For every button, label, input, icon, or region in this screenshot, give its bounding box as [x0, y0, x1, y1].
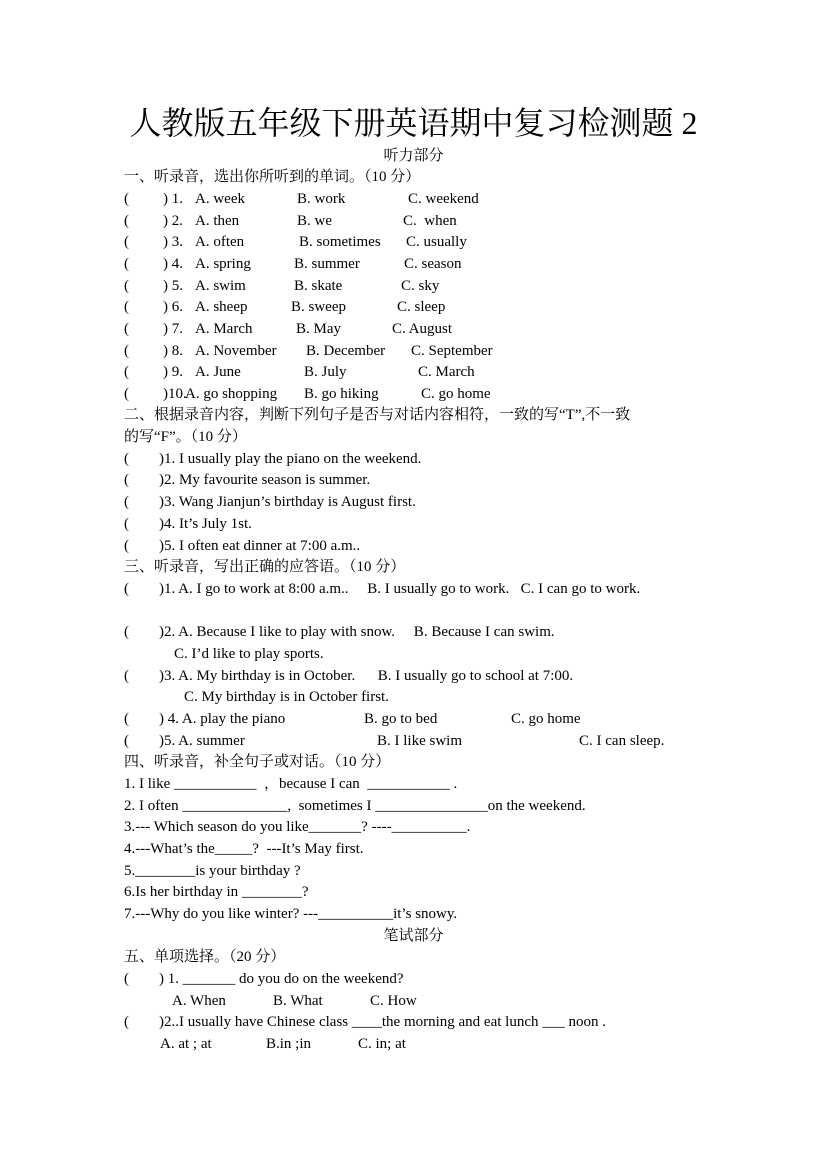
q2-heading-line1: 二、根据录音内容，判断下列句子是否与对话内容相符，一致的写“T”,不一致: [124, 407, 631, 423]
q1-item-option-a: A. often: [195, 234, 245, 250]
q1-item-option-b: B. July: [304, 364, 347, 380]
q1-item-paren: (: [124, 343, 129, 359]
q1-item-option-c: C. March: [418, 364, 475, 380]
q3-heading: 三、听录音，写出正确的应答语。（10 分）: [124, 559, 406, 575]
q1-item-paren: (: [124, 213, 129, 229]
q1-item-paren: (: [124, 299, 129, 315]
q1-item-option-c: C. season: [404, 256, 462, 272]
page-title: 人教版五年级下册英语期中复习检测题 2: [129, 105, 698, 141]
q1-item-option-c: C. sleep: [397, 299, 446, 315]
q3-item-4-option-c: C. go home: [511, 711, 581, 727]
q2-item: ( )4. It’s July 1st.: [124, 516, 252, 532]
q1-item-paren: (: [124, 278, 129, 294]
q1-heading: 一、听录音，选出你所听到的单词。（10 分）: [124, 169, 421, 185]
q4-item: 2. I often ______________, sometimes I _______________on the weekend.: [124, 798, 586, 814]
q2-heading-line2: 的写“F”。（10 分）: [124, 429, 247, 445]
q4-item: 1. I like ___________ ，because I can ___________ .: [124, 776, 458, 792]
q3-item-4-option-b: B. go to bed: [364, 711, 438, 727]
q1-item-number: ) 7.: [163, 321, 183, 337]
q1-item-option-b: B. December: [306, 343, 386, 359]
q5-item-2-option-c: C. in; at: [358, 1036, 406, 1052]
q1-item-option-c: C. sky: [401, 278, 440, 294]
q1-item-number: ) 8.: [163, 343, 183, 359]
section-heading-written: 笔试部分: [383, 928, 444, 944]
q1-item-option-c: C. weekend: [408, 191, 479, 207]
q1-item-paren: (: [124, 191, 129, 207]
q1-item-option-a: A. then: [195, 213, 240, 229]
q4-item: 6.Is her birthday in ________?: [124, 884, 309, 900]
q5-item-2: ( )2..I usually have Chinese class ____the morning and eat lunch ___ noon .: [124, 1014, 606, 1030]
q1-item-number: ) 2.: [163, 213, 183, 229]
q3-item-5-option-b: B. I like swim: [377, 733, 462, 749]
q3-item-3: ( )3. A. My birthday is in October. B. I usually go to school at 7:00.: [124, 668, 574, 684]
q5-item-2-option-b: B.in ;in: [266, 1036, 312, 1052]
q1-item-option-b: B. summer: [294, 256, 360, 272]
q1-item-option-c: C. August: [392, 321, 453, 337]
q1-item-paren: (: [124, 386, 129, 402]
q1-item-option-b: B. sweep: [291, 299, 346, 315]
q5-heading: 五、单项选择。（20 分）: [124, 949, 286, 965]
q1-item-number: ) 5.: [163, 278, 183, 294]
q5-item-1-option-c: C. How: [370, 993, 417, 1009]
q4-item: 5.________is your birthday ?: [124, 863, 301, 879]
q1-item-option-c: C. go home: [421, 386, 491, 402]
q4-item: 4.---What’s the_____? ---It’s May first.: [124, 841, 364, 857]
q4-item: 7.---Why do you like winter? ---__________it’s snowy.: [124, 906, 458, 922]
q2-item: ( )5. I often eat dinner at 7:00 a.m..: [124, 538, 361, 554]
q1-item-option-a: A. sheep: [195, 299, 248, 315]
q1-item-paren: (: [124, 321, 129, 337]
q5-item-2-option-a: A. at ; at: [160, 1036, 212, 1052]
q1-item-number: ) 4.: [163, 256, 183, 272]
q1-item-option-b: B. we: [297, 213, 332, 229]
q1-item-option-b: B. May: [296, 321, 341, 337]
q1-item-option-b: B. go hiking: [304, 386, 379, 402]
q1-item-option-a: A. March: [195, 321, 253, 337]
q1-item-option-c: C. when: [403, 213, 457, 229]
q1-item-paren: (: [124, 364, 129, 380]
q3-item-1: ( )1. A. I go to work at 8:00 a.m.. B. I usually go to work. C. I can go to work.: [124, 581, 641, 597]
q4-item: 3.--- Which season do you like_______? ----__________.: [124, 819, 471, 835]
q1-item-paren: (: [124, 234, 129, 250]
q1-item-option-a: A. June: [195, 364, 241, 380]
q1-item-option-a: A. week: [195, 191, 245, 207]
q1-item-option-a: A. spring: [195, 256, 251, 272]
q1-item-option-c: C. usually: [406, 234, 467, 250]
q1-item-number: ) 1.: [163, 191, 183, 207]
q3-item-5: ( )5. A. summer: [124, 733, 245, 749]
q1-item-option-a: A. swim: [195, 278, 246, 294]
q5-item-1-option-a: A. When: [172, 993, 226, 1009]
q3-item-2-option-c: C. I’d like to play sports.: [174, 646, 324, 662]
q3-item-5-option-c: C. I can sleep.: [579, 733, 665, 749]
q1-item-option-b: B. sometimes: [299, 234, 381, 250]
q3-item-3-option-c: C. My birthday is in October first.: [184, 689, 389, 705]
q1-item-paren: (: [124, 256, 129, 272]
q1-item-number: ) 9.: [163, 364, 183, 380]
q3-item-4: ( ) 4. A. play the piano: [124, 711, 286, 727]
q1-item-option-c: C. September: [411, 343, 493, 359]
q2-item: ( )3. Wang Jianjun’s birthday is August first.: [124, 494, 416, 510]
q3-item-2: ( )2. A. Because I like to play with snow. B. Because I can swim.: [124, 624, 555, 640]
q1-item-option-a: A. go shopping: [185, 386, 278, 402]
q1-item-number: ) 3.: [163, 234, 183, 250]
q4-heading: 四、听录音，补全句子或对话。（10 分）: [124, 754, 391, 770]
q2-item: ( )1. I usually play the piano on the weekend.: [124, 451, 422, 467]
q1-item-option-b: B. skate: [294, 278, 343, 294]
q1-item-number: )10.: [163, 386, 187, 402]
q5-item-1: ( ) 1. _______ do you do on the weekend?: [124, 971, 404, 987]
q1-item-option-a: A. November: [195, 343, 277, 359]
q2-item: ( )2. My favourite season is summer.: [124, 472, 371, 488]
q1-item-option-b: B. work: [297, 191, 346, 207]
q1-item-number: ) 6.: [163, 299, 183, 315]
section-heading-listening: 听力部分: [383, 148, 444, 164]
q5-item-1-option-b: B. What: [273, 993, 323, 1009]
